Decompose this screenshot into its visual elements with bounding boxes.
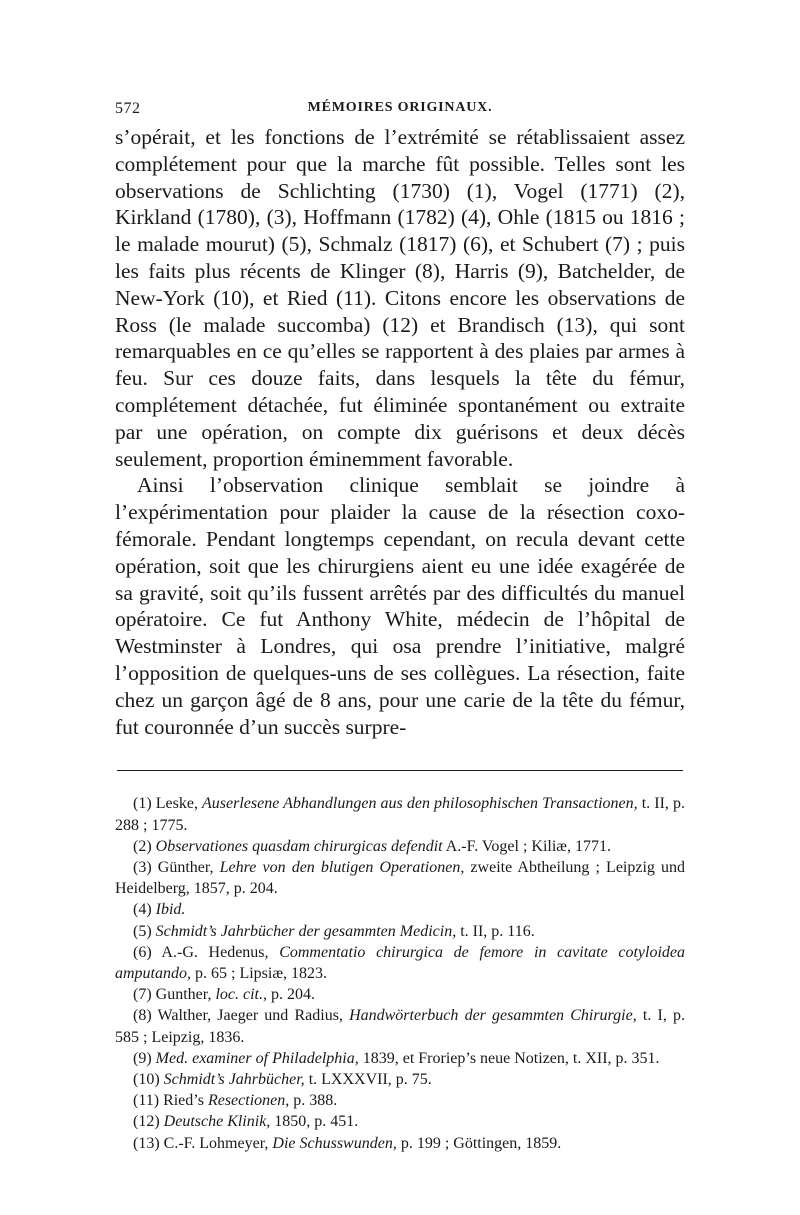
footnote-7: (7) Gunther, loc. cit., p. 204. xyxy=(133,986,315,1004)
footnotes xyxy=(115,793,685,1153)
footnote-9: (9) Med. examiner of Philadelphia, 1839, et Froriep’s neue Notizen, t. XII, p. 351. xyxy=(133,1049,660,1067)
page-number: 572 xyxy=(115,100,141,117)
footnote-divider xyxy=(117,770,683,771)
footnote-3: (3) Günther, Lehre von den blutigen Operationen, zweite Abtheilung ; Leipzig und Heidelberg, 1857, p. 204. xyxy=(115,858,686,898)
footnote-1: (1) Leske, Auserlesene Abhandlungen aus den philosophischen Transactionen, t. II, p. 288 ; 1775. xyxy=(115,795,686,834)
running-title: MÉMOIRES ORIGINAUX. xyxy=(307,100,493,115)
body-text xyxy=(115,124,685,740)
footnote-12: (12) Deutsche Klinik, 1850, p. 451. xyxy=(133,1113,359,1131)
footnote-10: (10) Schmidt’s Jahrbücher, t. LXXXVII, p. 75. xyxy=(133,1070,432,1088)
footnote-13: (13) C.-F. Lohmeyer, Die Schusswunden, p. 199 ; Göttingen, 1859. xyxy=(133,1134,562,1152)
running-head xyxy=(115,100,685,124)
footnote-6: (6) A.-G. Hedenus, Commentatio chirurgica de femore in cavitate cotyloidea amputando, p. 65 ; Lipsiæ, 1823. xyxy=(115,943,685,982)
footnote-11: (11) Ried’s Resectionen, p. 388. xyxy=(133,1092,338,1110)
paragraph-2: Ainsi l’observation clinique semblait se joindre à l’expérimentation pour plaider la cause de la résection coxo-fémorale. Pendant longtemps cependant, on recula devant cette opération, soit que les chirurgiens aient eu une idée exagérée de sa gravité, soit qu’ils fussent arrêtés par des difficultés du manuel opératoire. Ce fut Anthony White, médecin de l’hôpital de Westminster à Londres, qui osa prendre l’initiative, malgré l’opposition de quelques-uns de ses collègues. La résection, faite chez un garçon âgé de 8 ans, pour une carie de la tête du fémur, fut couronnée d’un succès surpre- xyxy=(115,473,685,739)
footnote-5: (5) Schmidt’s Jahrbücher der gesammten Medicin, t. II, p. 116. xyxy=(133,922,535,940)
page xyxy=(115,100,685,1154)
footnote-8: (8) Walther, Jaeger und Radius, Handwörterbuch der gesammten Chirurgie, t. I, p. 585 ; Leipzig, 1836. xyxy=(115,1007,685,1046)
footnote-4: (4) Ibid. xyxy=(133,901,186,919)
footnote-2: (2) Observationes quasdam chirurgicas defendit A.-F. Vogel ; Kiliæ, 1771. xyxy=(133,837,611,855)
paragraph-1: s’opérait, et les fonctions de l’extrémité se rétablissaient assez complétement pour que la marche fût possible. Telles sont les observations de Schlichting (1730) (1), Vogel (1771) (2), Kirkland (1780), (3), Hoffmann (1782) (4), Ohle (1815 ou 1816 ; le malade mourut) (5), Schmalz (1817) (6), et Schubert (7) ; puis les faits plus récents de Klinger (8), Harris (9), Batchelder, de New-York (10), et Ried (11). Citons encore les observations de Ross (le malade succomba) (12) et Brandisch (13), qui sont remarquables en ce qu’elles se rapportent à des plaies par armes à feu. Sur ces douze faits, dans lesquels la tête du fémur, complétement détachée, fut éliminée spontanément ou extraite par une opération, on compte dix guérisons et deux décès seulement, proportion éminemment favorable. xyxy=(115,125,685,471)
